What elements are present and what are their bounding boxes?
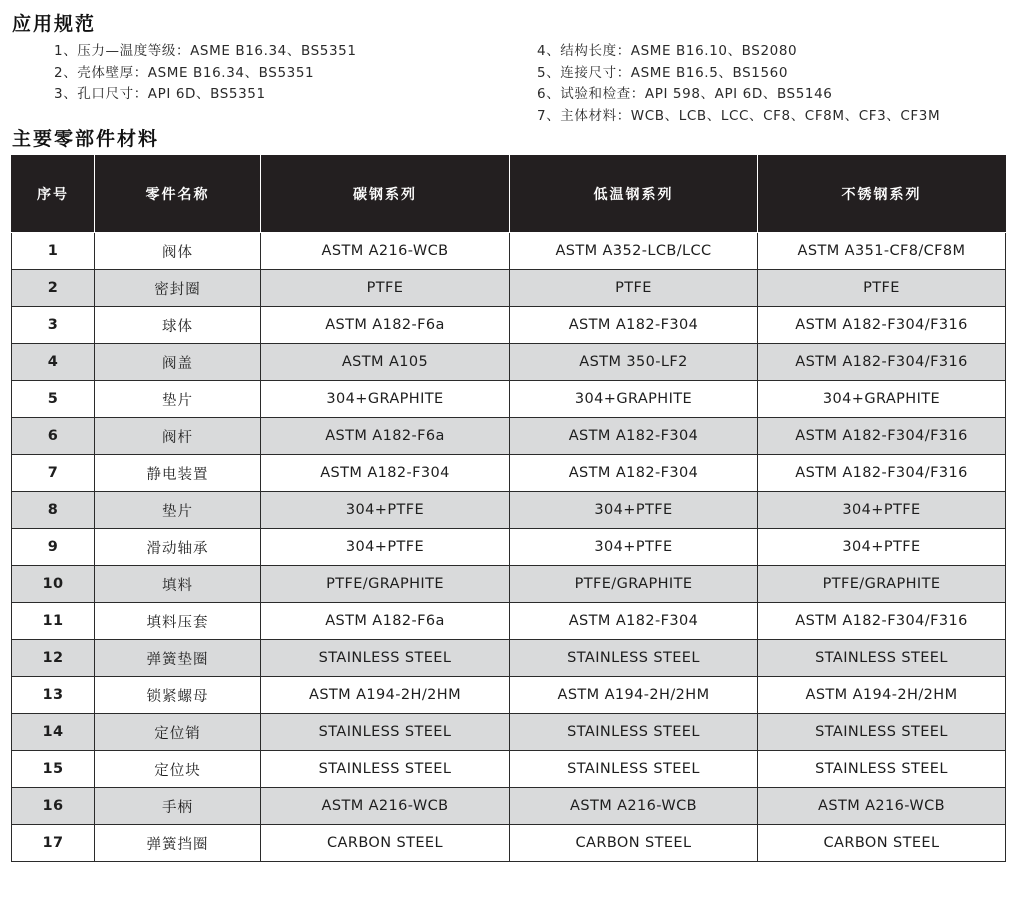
header-stainless-steel: 不锈钢系列: [758, 156, 1006, 233]
standard-item: 3、孔口尺寸：API 6D、BS5351: [54, 86, 266, 102]
cell-carbon-steel: ASTM A182-F6a: [261, 603, 510, 640]
cell-carbon-steel: ASTM A216-WCB: [261, 788, 510, 825]
cell-stainless-steel: 304+PTFE: [758, 529, 1006, 566]
cell-stainless-steel: ASTM A182-F304/F316: [758, 344, 1006, 381]
table-row: [12, 788, 1006, 825]
standard-item: 7、主体材料：WCB、LCB、LCC、CF8、CF8M、CF3、CF3M: [537, 107, 941, 124]
cell-stainless-steel: PTFE/GRAPHITE: [758, 566, 1006, 603]
cell-seq: 2: [12, 270, 95, 307]
cell-low-temp-steel: PTFE/GRAPHITE: [510, 566, 758, 603]
standard-item: 4、结构长度：ASME B16.10、BS2080: [537, 43, 798, 59]
materials-title: 主要零部件材料: [12, 128, 160, 150]
cell-part-name: 阀体: [95, 233, 261, 270]
cell-part-name: 静电装置: [95, 455, 261, 492]
cell-seq: 3: [12, 307, 95, 344]
table-row: [12, 492, 1006, 529]
cell-low-temp-steel: STAINLESS STEEL: [510, 714, 758, 751]
cell-stainless-steel: ASTM A182-F304/F316: [758, 307, 1006, 344]
cell-seq: 13: [12, 677, 95, 714]
cell-low-temp-steel: 304+PTFE: [510, 492, 758, 529]
table-row: [12, 270, 1006, 307]
cell-part-name: 阀杆: [95, 418, 261, 455]
cell-low-temp-steel: 304+PTFE: [510, 529, 758, 566]
cell-low-temp-steel: ASTM A194-2H/2HM: [510, 677, 758, 714]
cell-seq: 11: [12, 603, 95, 640]
cell-seq: 8: [12, 492, 95, 529]
cell-part-name: 阀盖: [95, 344, 261, 381]
cell-carbon-steel: CARBON STEEL: [261, 825, 510, 862]
cell-part-name: 球体: [95, 307, 261, 344]
cell-low-temp-steel: ASTM A182-F304: [510, 307, 758, 344]
cell-low-temp-steel: ASTM A352-LCB/LCC: [510, 233, 758, 270]
table-row: [12, 381, 1006, 418]
table-row: [12, 677, 1006, 714]
table-row: [12, 233, 1006, 270]
cell-seq: 6: [12, 418, 95, 455]
cell-low-temp-steel: PTFE: [510, 270, 758, 307]
cell-part-name: 定位销: [95, 714, 261, 751]
header-part-name: 零件名称: [95, 156, 261, 233]
cell-carbon-steel: ASTM A105: [261, 344, 510, 381]
materials-table: [11, 155, 1006, 862]
cell-stainless-steel: ASTM A351-CF8/CF8M: [758, 233, 1006, 270]
cell-seq: 17: [12, 825, 95, 862]
cell-part-name: 手柄: [95, 788, 261, 825]
cell-stainless-steel: STAINLESS STEEL: [758, 640, 1006, 677]
table-row: [12, 529, 1006, 566]
cell-seq: 7: [12, 455, 95, 492]
cell-low-temp-steel: STAINLESS STEEL: [510, 640, 758, 677]
cell-part-name: 垫片: [95, 492, 261, 529]
cell-carbon-steel: ASTM A182-F304: [261, 455, 510, 492]
cell-stainless-steel: STAINLESS STEEL: [758, 714, 1006, 751]
cell-seq: 9: [12, 529, 95, 566]
cell-carbon-steel: 304+GRAPHITE: [261, 381, 510, 418]
table-row: [12, 566, 1006, 603]
cell-carbon-steel: ASTM A216-WCB: [261, 233, 510, 270]
table-row: [12, 751, 1006, 788]
cell-low-temp-steel: STAINLESS STEEL: [510, 751, 758, 788]
table-row: [12, 825, 1006, 862]
cell-part-name: 填料: [95, 566, 261, 603]
cell-seq: 4: [12, 344, 95, 381]
cell-seq: 12: [12, 640, 95, 677]
cell-carbon-steel: STAINLESS STEEL: [261, 751, 510, 788]
cell-seq: 14: [12, 714, 95, 751]
cell-stainless-steel: PTFE: [758, 270, 1006, 307]
cell-stainless-steel: ASTM A182-F304/F316: [758, 455, 1006, 492]
cell-low-temp-steel: 304+GRAPHITE: [510, 381, 758, 418]
standard-item: 2、壳体壁厚：ASME B16.34、BS5351: [54, 64, 315, 81]
cell-carbon-steel: PTFE/GRAPHITE: [261, 566, 510, 603]
table-row: [12, 307, 1006, 344]
table-row: [12, 418, 1006, 455]
standards-list-right: [537, 41, 940, 127]
standards-list-left: [54, 41, 357, 106]
cell-part-name: 定位块: [95, 751, 261, 788]
cell-part-name: 填料压套: [95, 603, 261, 640]
header-carbon-steel: 碳钢系列: [261, 156, 510, 233]
table-row: [12, 455, 1006, 492]
application-standards-title: 应用规范: [12, 13, 97, 35]
cell-stainless-steel: ASTM A182-F304/F316: [758, 418, 1006, 455]
table-row: [12, 640, 1006, 677]
cell-carbon-steel: 304+PTFE: [261, 529, 510, 566]
standard-item: 1、压力—温度等级：ASME B16.34、BS5351: [54, 43, 357, 59]
header-low-temp-steel: 低温钢系列: [510, 156, 758, 233]
cell-carbon-steel: PTFE: [261, 270, 510, 307]
cell-low-temp-steel: ASTM A182-F304: [510, 455, 758, 492]
cell-carbon-steel: STAINLESS STEEL: [261, 640, 510, 677]
cell-part-name: 弹簧挡圈: [95, 825, 261, 862]
cell-low-temp-steel: ASTM A182-F304: [510, 603, 758, 640]
cell-stainless-steel: STAINLESS STEEL: [758, 751, 1006, 788]
cell-part-name: 锁紧螺母: [95, 677, 261, 714]
cell-seq: 1: [12, 233, 95, 270]
cell-seq: 16: [12, 788, 95, 825]
cell-low-temp-steel: CARBON STEEL: [510, 825, 758, 862]
cell-stainless-steel: 304+PTFE: [758, 492, 1006, 529]
table-row: [12, 603, 1006, 640]
cell-low-temp-steel: ASTM A182-F304: [510, 418, 758, 455]
cell-carbon-steel: STAINLESS STEEL: [261, 714, 510, 751]
cell-carbon-steel: ASTM A182-F6a: [261, 418, 510, 455]
cell-part-name: 密封圈: [95, 270, 261, 307]
cell-stainless-steel: ASTM A216-WCB: [758, 788, 1006, 825]
cell-stainless-steel: CARBON STEEL: [758, 825, 1006, 862]
standard-item: 6、试验和检查：API 598、API 6D、BS5146: [537, 86, 833, 102]
table-row: [12, 344, 1006, 381]
cell-stainless-steel: ASTM A182-F304/F316: [758, 603, 1006, 640]
header-seq: 序号: [12, 156, 95, 233]
cell-low-temp-steel: ASTM 350-LF2: [510, 344, 758, 381]
cell-part-name: 弹簧垫圈: [95, 640, 261, 677]
cell-low-temp-steel: ASTM A216-WCB: [510, 788, 758, 825]
cell-seq: 5: [12, 381, 95, 418]
table-row: [12, 714, 1006, 751]
cell-stainless-steel: 304+GRAPHITE: [758, 381, 1006, 418]
cell-stainless-steel: ASTM A194-2H/2HM: [758, 677, 1006, 714]
cell-seq: 10: [12, 566, 95, 603]
cell-seq: 15: [12, 751, 95, 788]
cell-carbon-steel: ASTM A194-2H/2HM: [261, 677, 510, 714]
cell-part-name: 垫片: [95, 381, 261, 418]
cell-carbon-steel: 304+PTFE: [261, 492, 510, 529]
cell-part-name: 滑动轴承: [95, 529, 261, 566]
cell-carbon-steel: ASTM A182-F6a: [261, 307, 510, 344]
table-header-row: [12, 156, 1006, 233]
standard-item: 5、连接尺寸：ASME B16.5、BS1560: [537, 64, 789, 81]
